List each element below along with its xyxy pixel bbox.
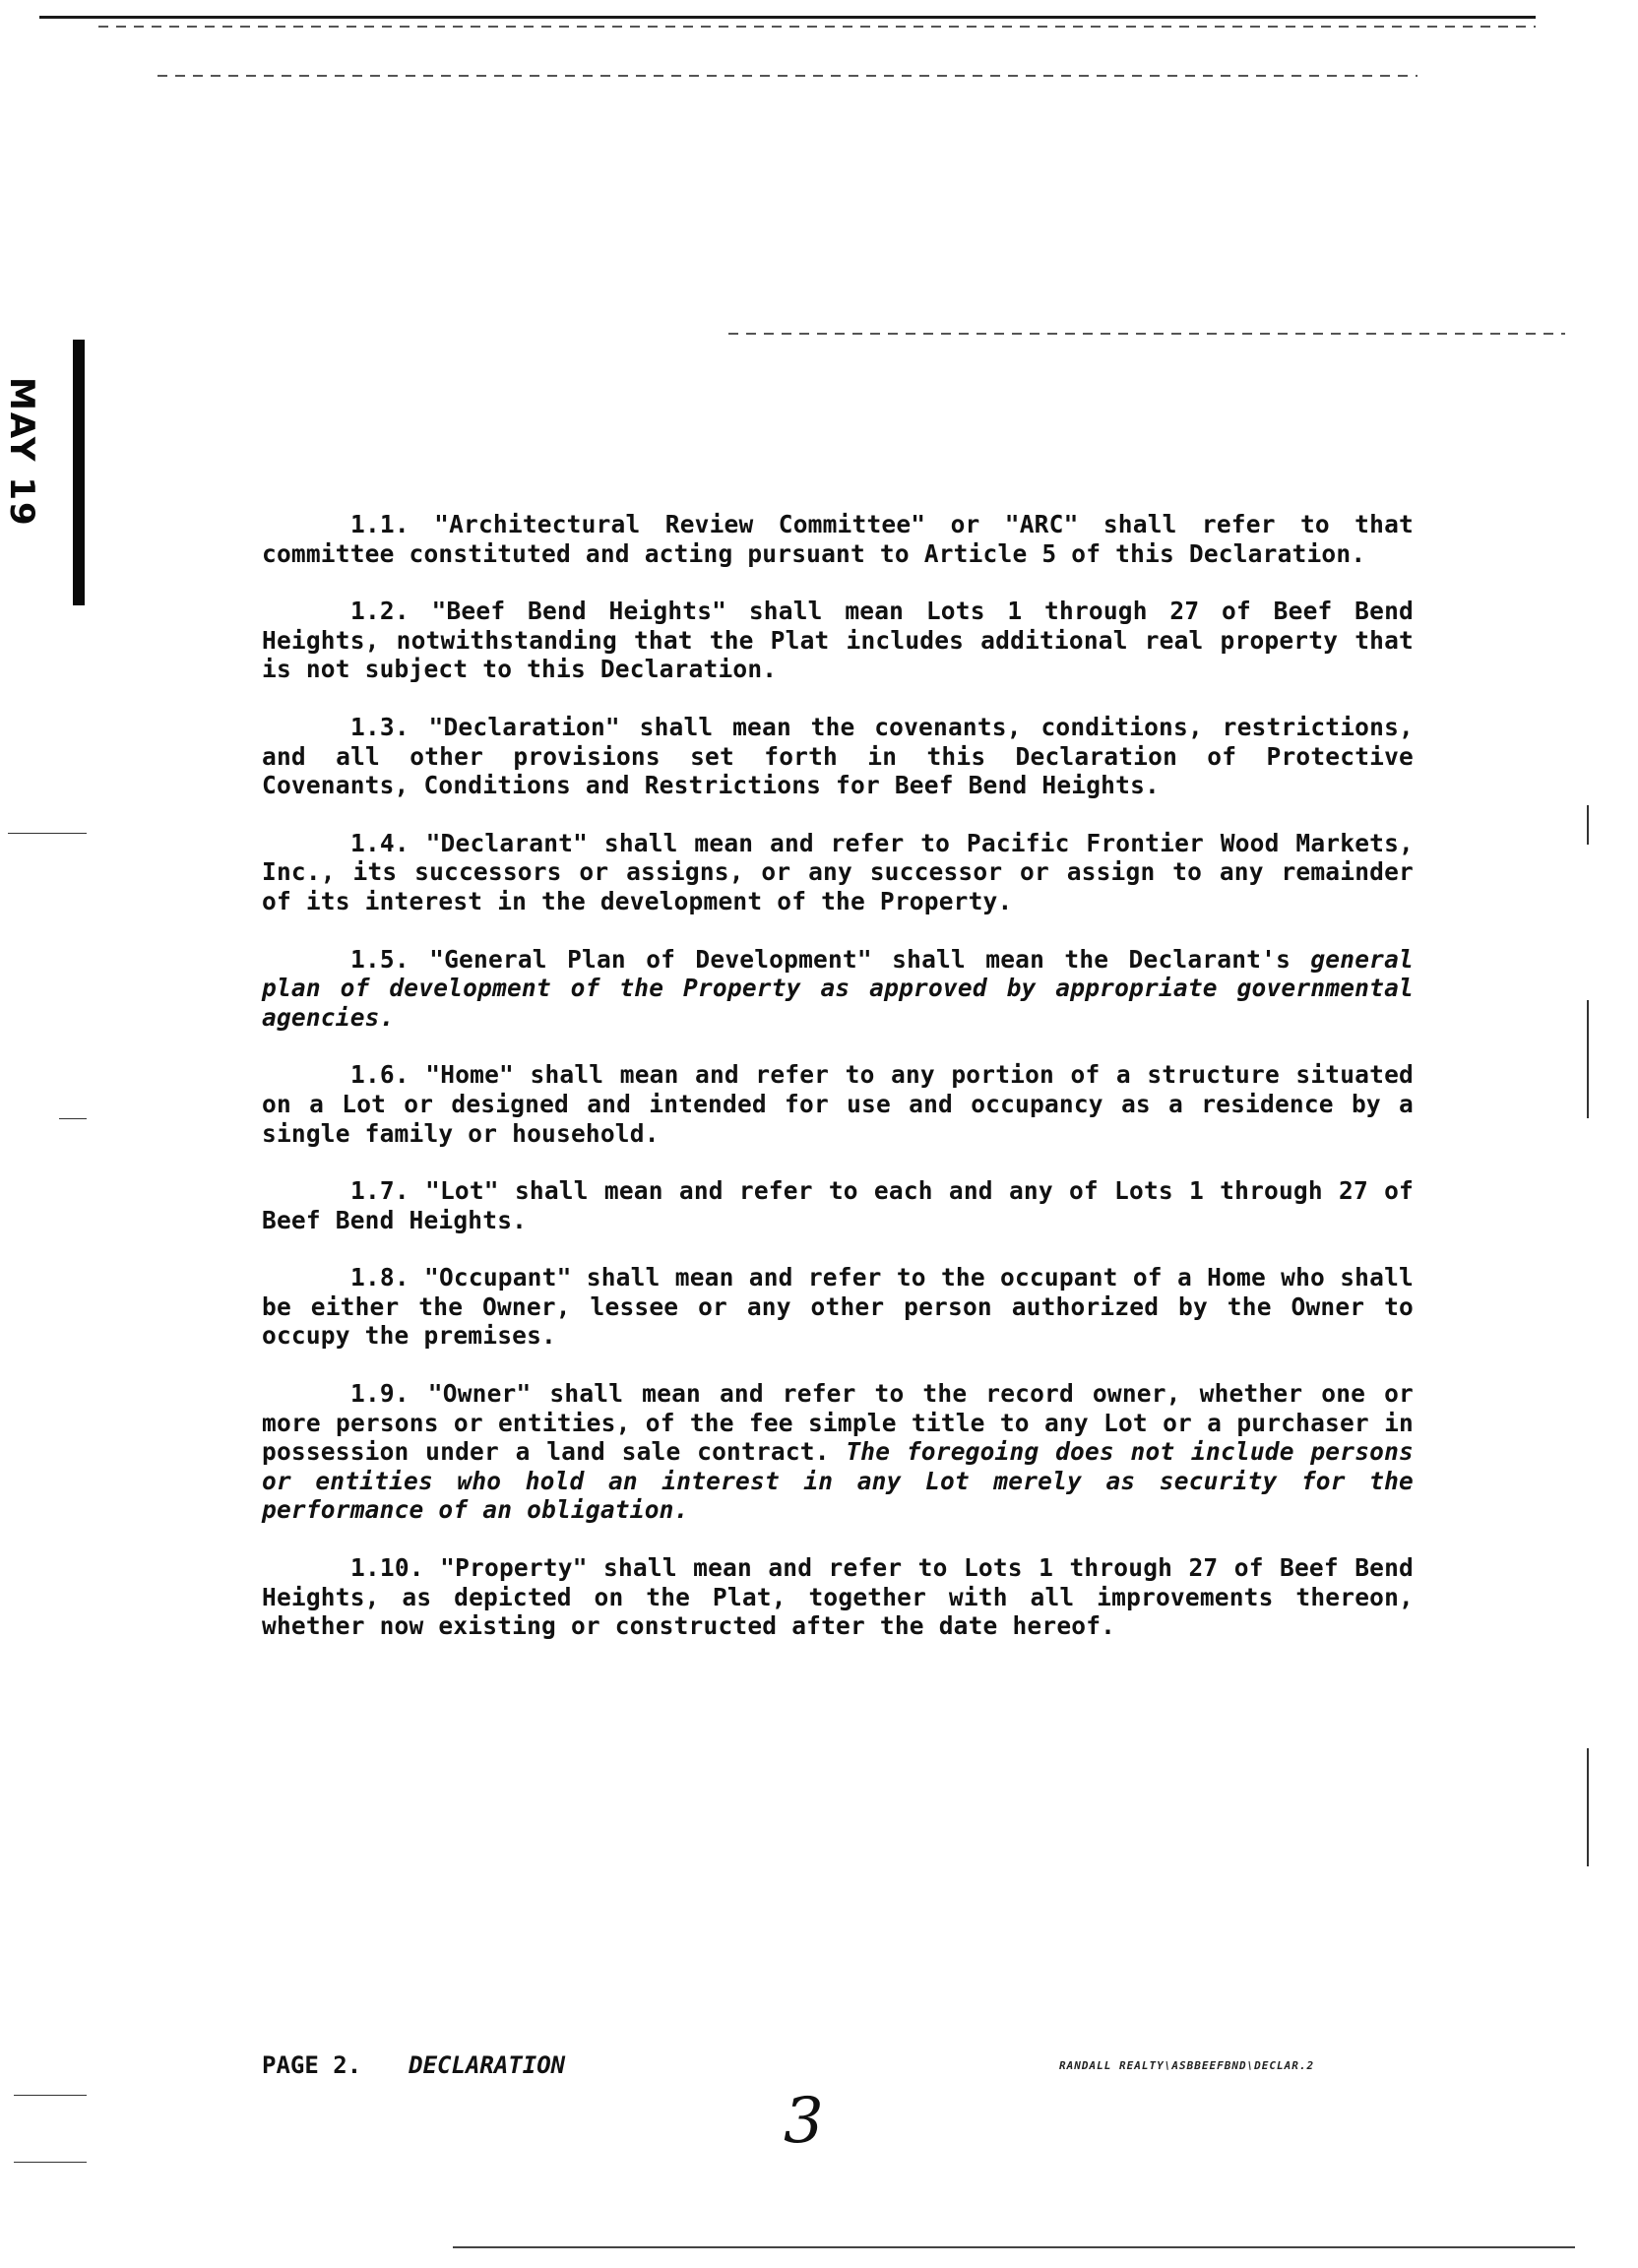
paragraph-number: 1.6. [350,1060,426,1090]
defined-term: "Owner" [427,1379,532,1409]
document-title: DECLARATION [409,2051,566,2079]
defined-term: "Occupant" [424,1263,572,1292]
definition-text: shall mean the Declarant's [871,944,1311,974]
definition-paragraph [262,713,1414,800]
document-body [262,510,1414,1670]
definition-paragraph [262,1263,1414,1351]
definition-paragraph [262,1553,1414,1641]
definition-text: shall mean and refer to the occupant of a Home who shall be either the Owner, lessee or any other person authorized by the Owner to occupy the premises. [262,1263,1414,1351]
defined-term: "General Plan of Development" [429,944,872,974]
definition-text-italic: general plan of development of the Property as approved by appropriate governmental agencies. [262,944,1414,1032]
definition-paragraph [262,510,1414,568]
defined-term: "Architectural Review Committee" or "ARC" [434,510,1079,538]
paragraph-number: 1.8. [350,1263,425,1292]
stamp-text: MAY 19 [2,377,41,528]
definition-text: shall mean and refer to the record owner, whether one or more persons or entities, of the fee simple title to any Lot or a purchaser in possession under a land sale contract. [262,1379,1414,1467]
scan-line-top-4 [728,333,1565,335]
margin-mark-right-1 [1587,805,1589,845]
footer-left [262,2051,565,2079]
scan-line-top-1 [39,16,1536,19]
definition-paragraph [262,1379,1414,1525]
margin-mark-left-2 [59,1118,87,1119]
definition-text: shall mean the covenants, conditions, restrictions, and all other provisions set forth in this Declaration of Protective Covenants, Conditions and Restrictions for Beef Bend Heights. [262,712,1414,800]
defined-term: "Declaration" [428,712,620,741]
scan-line-bottom [453,2246,1575,2248]
paragraph-number: 1.9. [350,1379,428,1409]
definition-paragraph [262,945,1414,1033]
definition-paragraph [262,1176,1414,1234]
definition-text: shall mean and refer to Pacific Frontier Wood Markets, Inc., its successors or assigns, or any successor or assign to any remainder of its interest in the development of the Property. [262,828,1414,915]
paragraph-number: 1.3. [350,712,429,741]
definition-text-italic: The foregoing does not include persons or entities who hold an interest in any Lot merely as security for the performance of an obligation. [262,1437,1415,1525]
defined-term: "Beef Bend Heights" [431,597,727,626]
defined-term: "Lot" [425,1176,499,1206]
definition-text: shall mean and refer to any portion of a structure situated on a Lot or designed and intended for use and occupancy as a residence by a single family or household. [262,1060,1414,1148]
definition-paragraph [262,829,1414,916]
defined-term: "Declarant" [425,828,589,857]
file-reference: RANDALL REALTY\ASBBEEFBND\DECLAR.2 [1059,2059,1315,2072]
paragraph-number: 1.1. [350,510,435,538]
margin-mark-left-4 [14,2162,87,2163]
definition-text: shall refer to that committee constituted and acting pursuant to Article 5 of this Declaration. [262,510,1414,568]
definition-paragraph [262,1060,1414,1148]
scan-line-top-3 [158,75,1418,77]
paragraph-number: 1.10. [350,1553,441,1583]
stamp-bar [73,340,85,605]
definition-paragraph [262,597,1414,684]
defined-term: "Property" [440,1553,588,1583]
margin-mark-right-2 [1587,1000,1589,1118]
paragraph-number: 1.2. [350,597,432,626]
paragraph-number: 1.4. [350,828,426,857]
margin-mark-left-3 [14,2095,87,2096]
margin-mark-right-3 [1587,1748,1589,1866]
defined-term: "Home" [425,1060,514,1090]
definition-text: shall mean and refer to Lots 1 through 27 of Beef Bend Heights, as depicted on the Plat, together with all improvements thereon, whether now existing or constructed after the date hereof. [262,1553,1415,1641]
margin-mark-left [8,833,87,834]
received-stamp [2,340,85,605]
handwritten-page-number: 3 [784,2085,824,2158]
paragraph-number: 1.7. [350,1176,425,1206]
page-label: PAGE 2. [262,2051,362,2079]
scan-line-top-2 [98,26,1536,28]
paragraph-number: 1.5. [350,944,430,974]
definition-text: shall mean and refer to each and any of Lots 1 through 27 of Beef Bend Heights. [262,1176,1414,1234]
definition-text: shall mean Lots 1 through 27 of Beef Bend Heights, notwithstanding that the Plat includes additional real property that is not subject to this Declaration. [262,597,1414,684]
